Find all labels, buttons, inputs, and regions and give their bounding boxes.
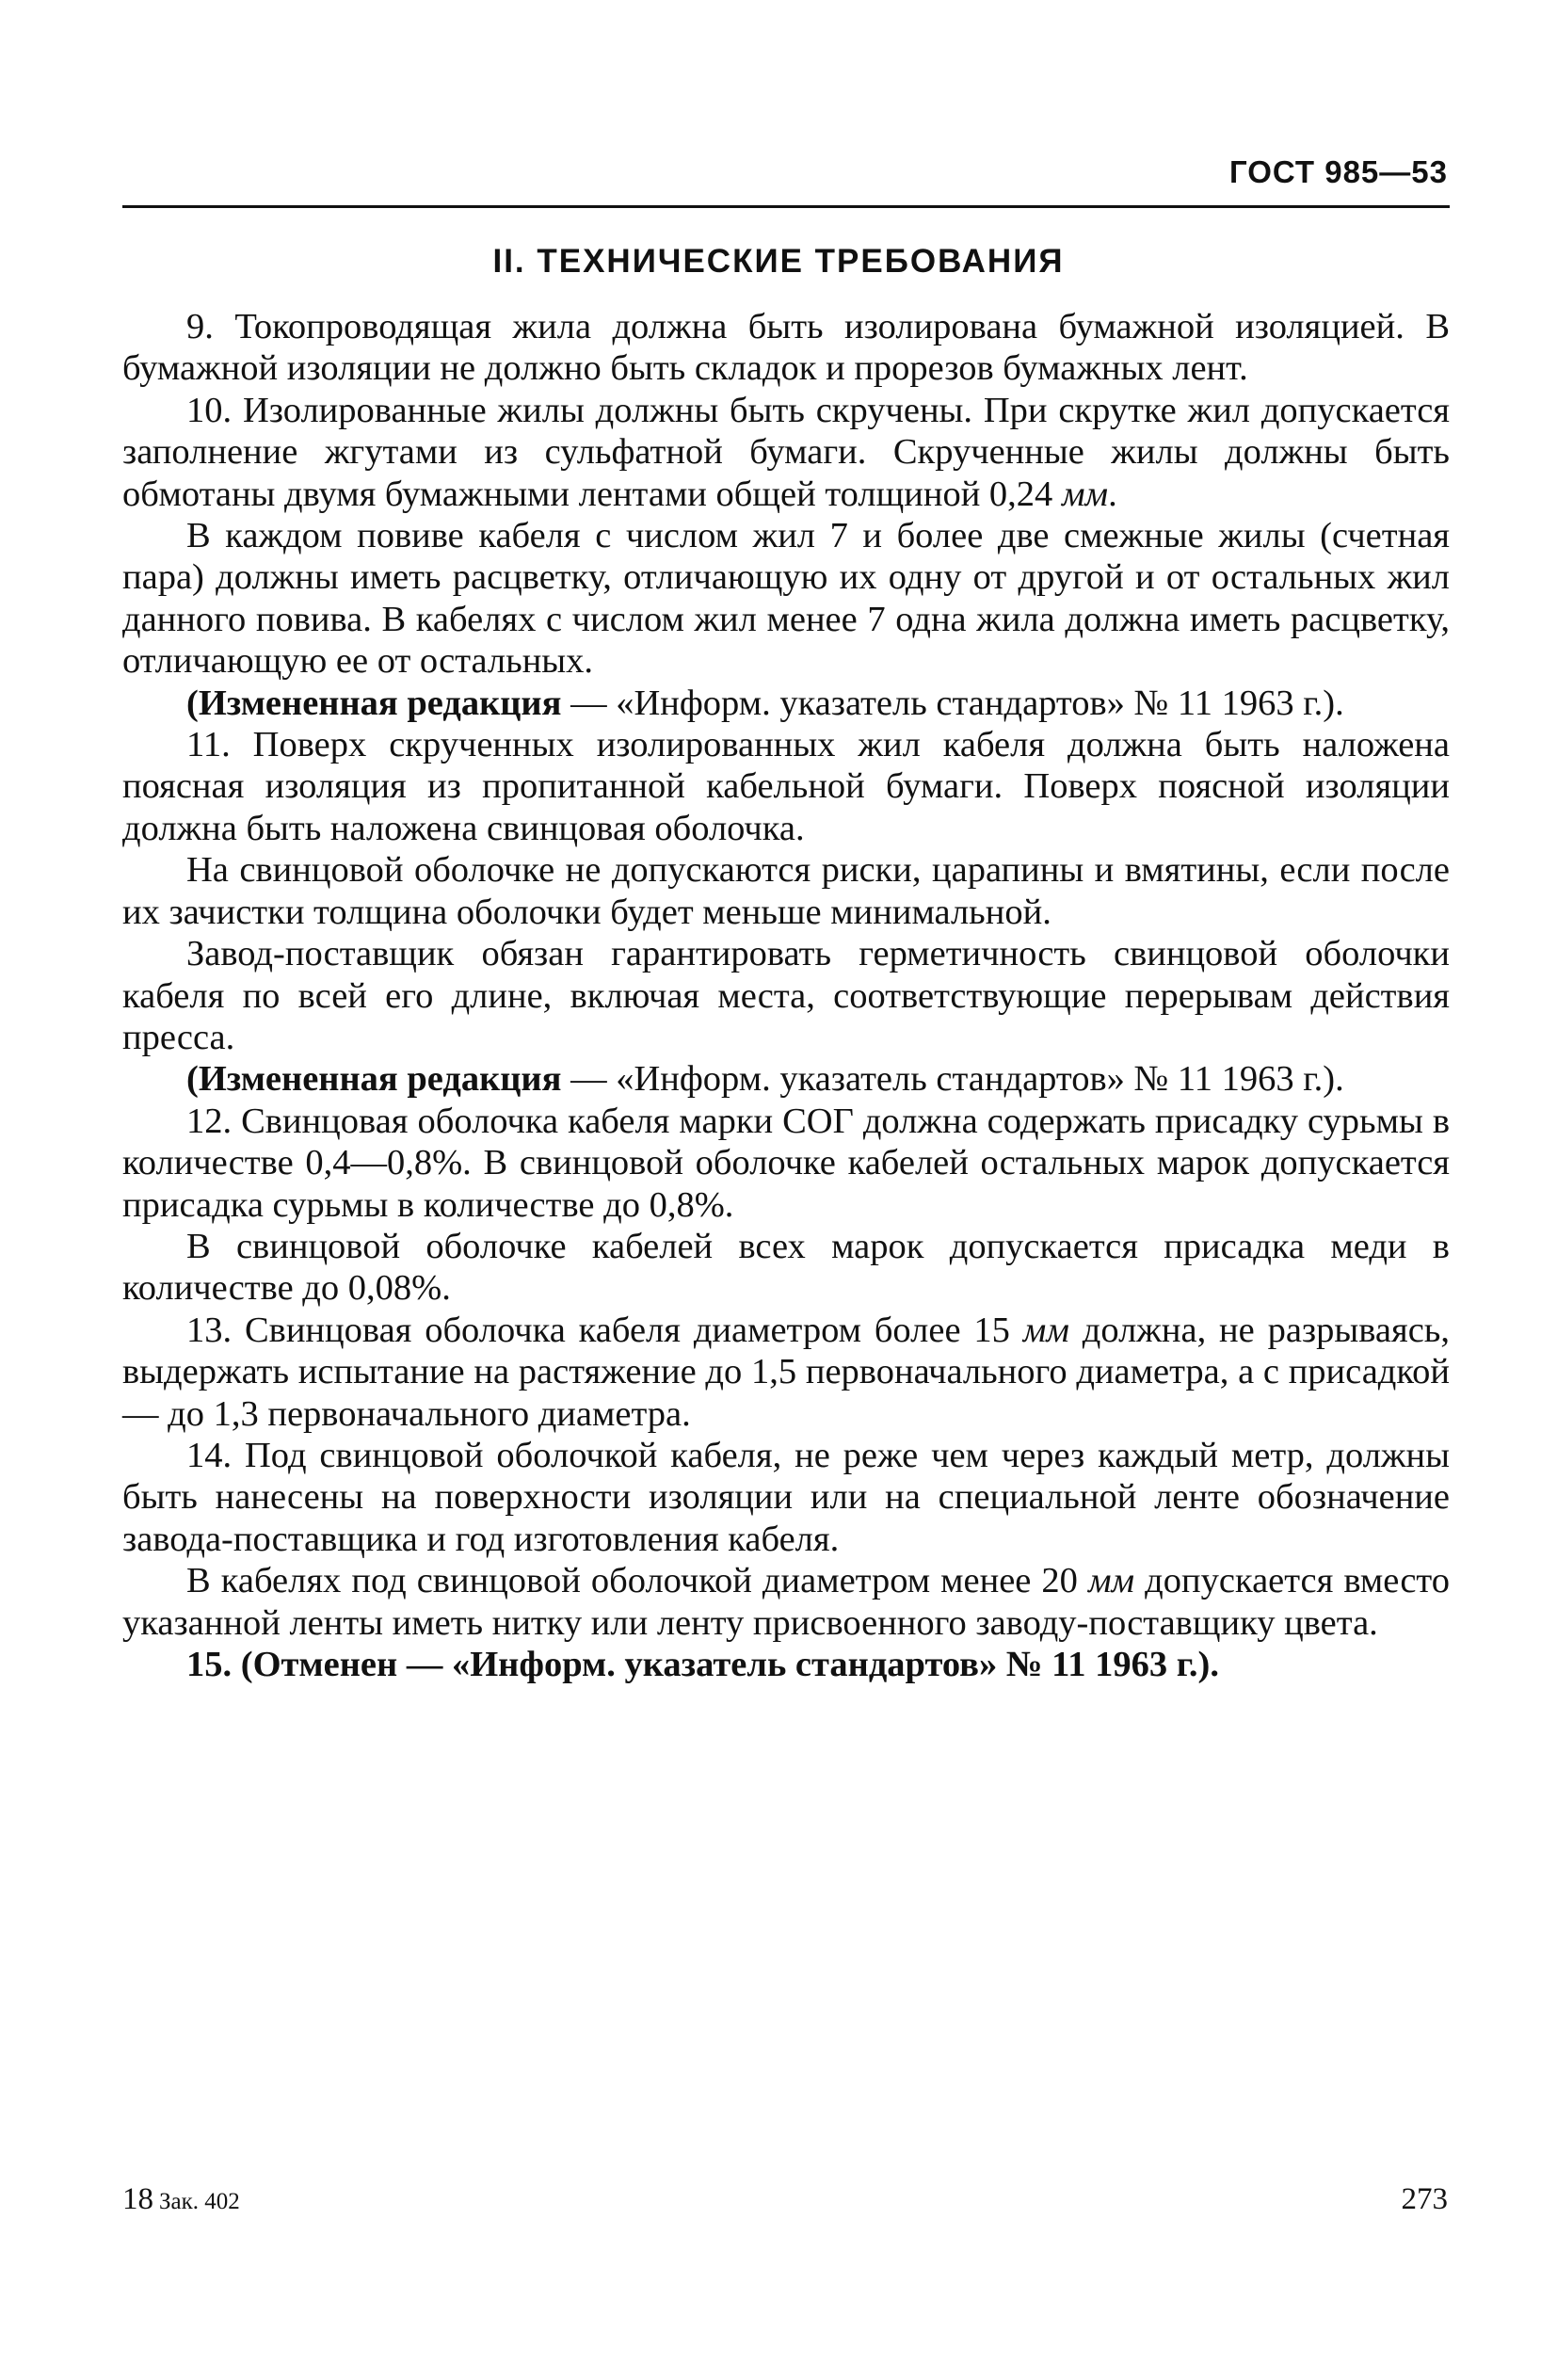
sheet-number: 18: [122, 2182, 153, 2216]
paragraph-9: 9. Токопроводящая жила должна быть изолирована бумажной изоляцией. В бумажной изоляции не должно быть складок и прорезов бумажных лент.: [122, 307, 1450, 389]
paragraph-10-coloring: В каждом повиве кабеля с числом жил 7 и более две смежные жилы (счетная пара) должны иметь расцветку, отличающую их одну от другой и от остальных жил данного повива. В кабелях с числом жил менее 7 одна жила должна иметь расцветку, отличающую ее от остальных.: [122, 516, 1450, 682]
amendment-label: (Измененная редакция: [186, 683, 562, 723]
header-rule: [122, 205, 1450, 208]
paragraph-13: [122, 1310, 1450, 1435]
amendment-source: — «Информ. указатель стандартов» № 11 1963 г.).: [561, 1059, 1344, 1100]
paragraph-14-thread-end: допускается вместо указанной ленты иметь нитку или ленту присвоенного заводу-поставщику цвета.: [122, 1561, 1450, 1643]
paragraph-13-text: 13. Свинцовая оболочка кабеля диаметром более 15: [186, 1310, 1023, 1350]
standard-code: ГОСТ 985—53: [1228, 154, 1448, 189]
paragraph-12-copper: В свинцовой оболочке кабелей всех марок допускается присадка меди в количестве до 0,08%.: [122, 1226, 1450, 1309]
paragraph-14-thread: [122, 1560, 1450, 1644]
amendment-note-2: [122, 1058, 1450, 1100]
paragraph-11-defects: На свинцовой оболочке не допускаются риски, царапины и вмятины, если после их зачистки толщина оболочки будет меньше минимальной.: [122, 850, 1450, 932]
document-body: [122, 306, 1450, 1685]
amendment-label: (Измененная редакция: [186, 1059, 562, 1100]
print-order-mark: [122, 2182, 240, 2217]
page-number: 273: [1401, 2182, 1448, 2216]
paragraph-13-end: должна, не разрываясь, выдержать испытание на растяжение до 1,5 первоначального диаметра, а с присадкой — до 1,3 первоначального диаметра.: [122, 1310, 1450, 1434]
paragraph-14-thread-text: В кабелях под свинцовой оболочкой диаметром менее 20: [186, 1561, 1088, 1601]
paragraph-10-text: 10. Изолированные жилы должны быть скручены. При скрутке жил допускается заполнение жгутами из сульфатной бумаги. Скрученные жилы должны быть обмотаны двумя бумажными лентами общей толщиной 0,24: [122, 390, 1450, 514]
paragraph-10-end: .: [1108, 474, 1117, 514]
unit-mm: мм: [1061, 474, 1109, 514]
section-title: II. ТЕХНИЧЕСКИЕ ТРЕБОВАНИЯ: [492, 243, 1065, 280]
amendment-note-1: [122, 683, 1450, 724]
paragraph-10: [122, 390, 1450, 515]
paragraph-12: 12. Свинцовая оболочка кабеля марки СОГ должна содержать присадку сурьмы в количестве 0,4—0,8%. В свинцовой оболочке кабелей остальных марок допускается присадка сурьмы в количестве до 0,8%.: [122, 1101, 1450, 1225]
order-number: Зак. 402: [159, 2189, 240, 2214]
amendment-source: — «Информ. указатель стандартов» № 11 1963 г.).: [561, 683, 1344, 723]
unit-mm: мм: [1087, 1561, 1135, 1601]
unit-mm: мм: [1022, 1310, 1069, 1350]
paragraph-11: 11. Поверх скрученных изолированных жил кабеля должна быть наложена поясная изоляция из пропитанной кабельной бумаги. Поверх поясной изоляции должна быть наложена свинцовая оболочка.: [122, 725, 1450, 848]
paragraph-14: 14. Под свинцовой оболочкой кабеля, не реже чем через каждый метр, должны быть нанесены на поверхности изоляции или на специальной ленте обозначение завода-поставщика и год изготовления кабеля.: [122, 1435, 1450, 1559]
paragraph-11-sealing: Завод-поставщик обязан гарантировать герметичность свинцовой оболочки кабеля по всей его длине, включая места, соответствующие перерывам действия пресса.: [122, 934, 1450, 1057]
paragraph-15: 15. (Отменен — «Информ. указатель стандартов» № 11 1963 г.).: [186, 1645, 1219, 1684]
